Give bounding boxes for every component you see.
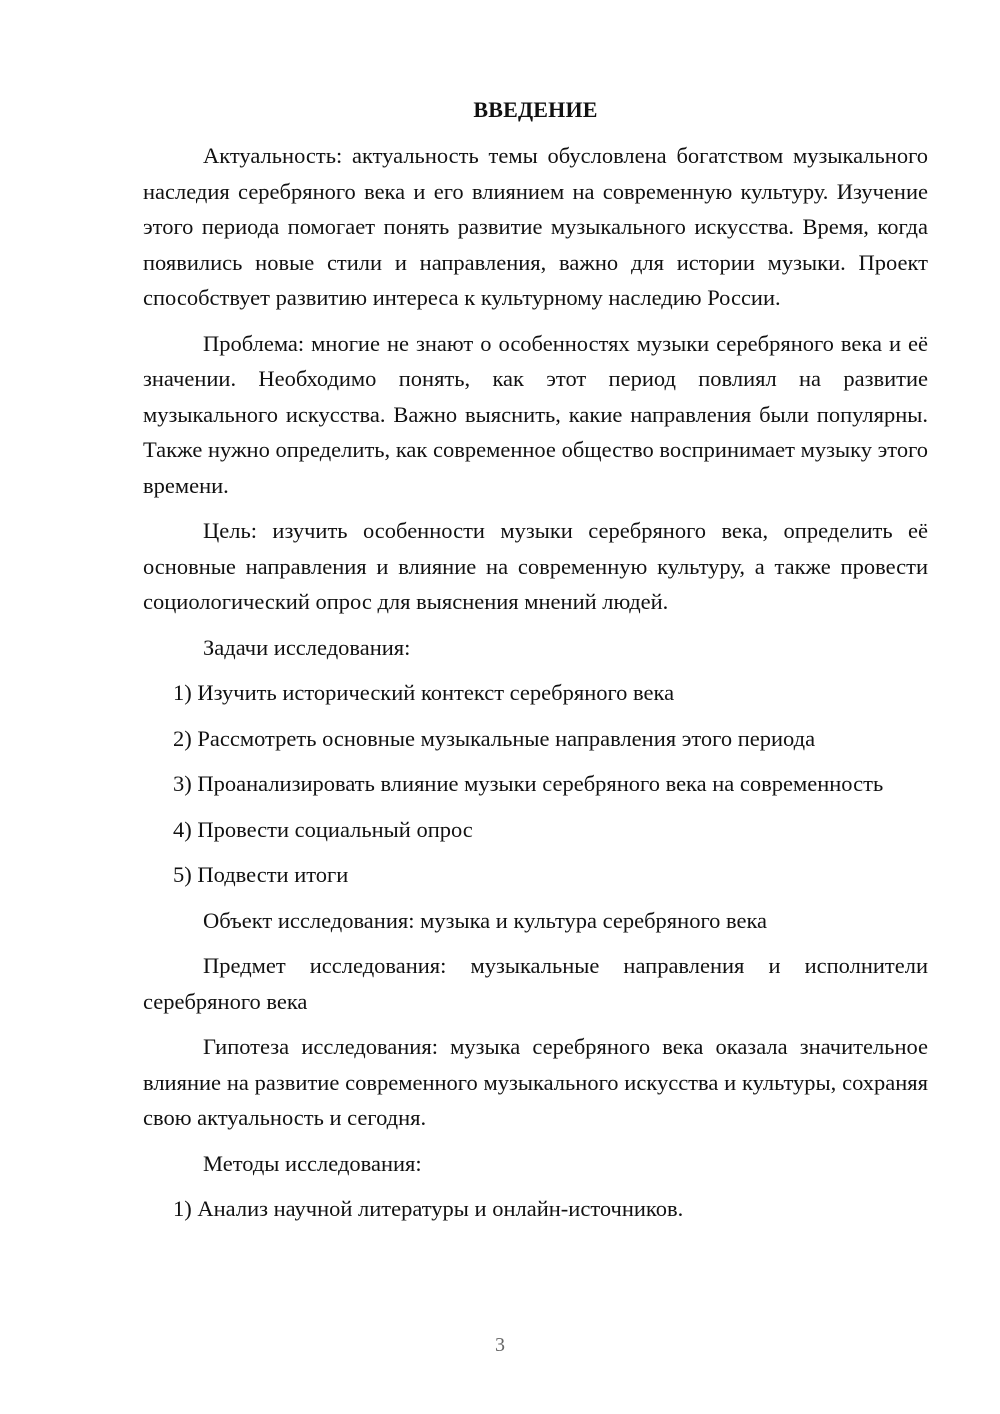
task-item: 2) Рассмотреть основные музыкальные направления этого периода <box>173 725 816 751</box>
methods-heading: Методы исследования: <box>203 1150 422 1176</box>
page-content <box>143 92 928 1237</box>
method-item: 1) Анализ научной литературы и онлайн-источников. <box>173 1196 684 1221</box>
problem-paragraph: Проблема: многие не знают о особенностях музыки серебряного века и её значении. Необходимо понять, как этот период повлиял на развитие музыкального искусства. Важно выяснить, какие направления были популярны. Также нужно определить, как современное общество воспринимает музыку этого времени. <box>143 330 928 498</box>
research-subject: Предмет исследования: музыкальные направления и исполнители серебряного века <box>143 953 928 1014</box>
task-item: 1) Изучить исторический контекст серебряного века <box>173 680 675 705</box>
task-item: 3) Проанализировать влияние музыки серебряного века на современность <box>173 771 884 796</box>
task-item: 4) Провести социальный опрос <box>173 816 473 842</box>
research-object: Объект исследования: музыка и культура серебряного века <box>203 907 768 933</box>
tasks-heading: Задачи исследования: <box>203 634 411 660</box>
page-number: 3 <box>495 1334 505 1356</box>
relevance-paragraph: Актуальность: актуальность темы обусловлена богатством музыкального наследия серебряного века и его влиянием на современную культуру. Изучение этого периода помогает понять развитие музыкального искусства. Время, когда появились новые стили и направления, важно для истории музыки. Проект способствует развитию интереса к культурному наследию России. <box>143 143 928 310</box>
section-title: ВВЕДЕНИЕ <box>473 97 598 122</box>
task-item: 5) Подвести итоги <box>173 862 349 887</box>
goal-paragraph: Цель: изучить особенности музыки серебряного века, определить её основные направления и влияние на современную культуру, а также провести социологический опрос для выяснения мнений людей. <box>143 518 928 614</box>
research-hypothesis: Гипотеза исследования: музыка серебряного века оказала значительное влияние на развитие современного музыкального искусства и культуры, сохраняя свою актуальность и сегодня. <box>143 1034 928 1130</box>
